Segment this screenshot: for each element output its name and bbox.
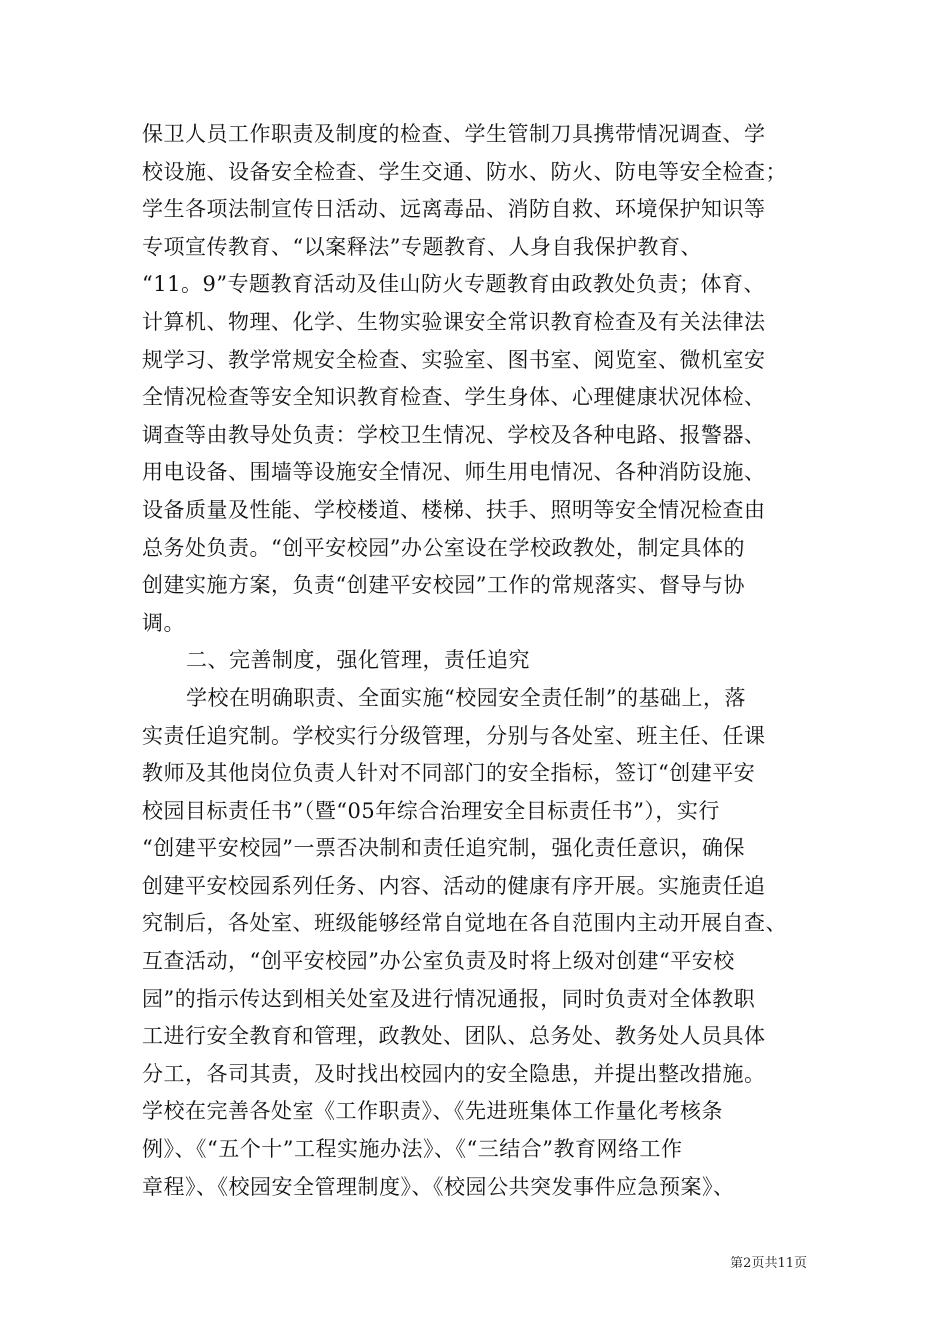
text-line: 专项宣传教育、“以案释法”专题教育、人身自我保护教育、 <box>142 234 702 259</box>
text-line: 工进行安全教育和管理，政教处、团队、总务处、教务处人员具体 <box>142 1024 766 1049</box>
text-line: 二、完善制度，强化管理，责任追究 <box>186 648 530 673</box>
text-line: 设备质量及性能、学校楼道、楼梯、扶手、照明等安全情况检查由 <box>142 497 766 522</box>
text-line: 园”的指示传达到相关处室及进行情况通报，同时负责对全体教职 <box>142 986 756 1011</box>
text-line: 总务处负责。“创平安校园”办公室设在学校政教处，制定具体的 <box>142 535 745 560</box>
text-line: 调查等由教导处负责：学校卫生情况、学校及各种电路、报警器、 <box>142 422 766 447</box>
text-line: “11。9”专题教育活动及佳山防火专题教育由政教处负责；体育、 <box>142 272 766 297</box>
text-line: 分工，各司其责，及时找出校园内的安全隐患，并提出整改措施。 <box>142 1061 766 1086</box>
text-line: 互查活动，“创平安校园”办公室负责及时将上级对创建“平安校 <box>142 949 735 974</box>
text-line: 校设施、设备安全检查、学生交通、防水、防火、防电等安全检查； <box>142 159 787 184</box>
text-line: 计算机、物理、化学、生物实验课安全常识教育检查及有关法律法 <box>142 309 766 334</box>
text-line: 学校在明确职责、全面实施“校园安全责任制”的基础上，落 <box>186 685 746 710</box>
text-line: 用电设备、围墙等设施安全情况、师生用电情况、各种消防设施、 <box>142 460 766 485</box>
text-line: 学生各项法制宣传日活动、远离毒品、消防自救、环境保护知识等 <box>142 197 766 222</box>
text-line: 调。 <box>142 610 185 635</box>
text-line: “创建平安校园”一票否决制和责任追究制，强化责任意识，确保 <box>142 836 745 861</box>
page-number-footer: 第2页共11页 <box>730 1256 807 1271</box>
text-line: 校园目标责任书”（暨“05年综合治理安全目标责任书”），实行 <box>142 798 720 823</box>
text-line: 章程》、《校园安全管理制度》、《校园公共突发事件应急预案》、 <box>142 1174 735 1199</box>
text-line: 创建实施方案，负责“创建平安校园”工作的常规落实、督导与协 <box>142 573 745 598</box>
document-body <box>142 116 812 1206</box>
text-line: 保卫人员工作职责及制度的检查、学生管制刀具携带情况调查、学 <box>142 122 766 146</box>
text-line: 规学习、教学常规安全检查、实验室、图书室、阅览室、微机室安 <box>142 347 766 372</box>
text-line: 教师及其他岗位负责人针对不同部门的安全指标，签订“创建平安 <box>142 761 756 786</box>
text-line: 创建平安校园系列任务、内容、活动的健康有序开展。实施责任追 <box>142 873 766 898</box>
text-line: 例》、《“五个十”工程实施办法》、《“三结合”教育网络工作 <box>142 1137 683 1162</box>
text-line: 全情况检查等安全知识教育检查、学生身体、心理健康状况体检、 <box>142 385 766 410</box>
text-line: 究制后，各处室、班级能够经常自觉地在各自范围内主动开展自查、 <box>142 911 787 936</box>
text-line: 实责任追究制。学校实行分级管理，分别与各处室、班主任、任课 <box>142 723 766 748</box>
text-line: 学校在完善各处室《工作职责》、《先进班集体工作量化考核条 <box>142 1099 723 1124</box>
